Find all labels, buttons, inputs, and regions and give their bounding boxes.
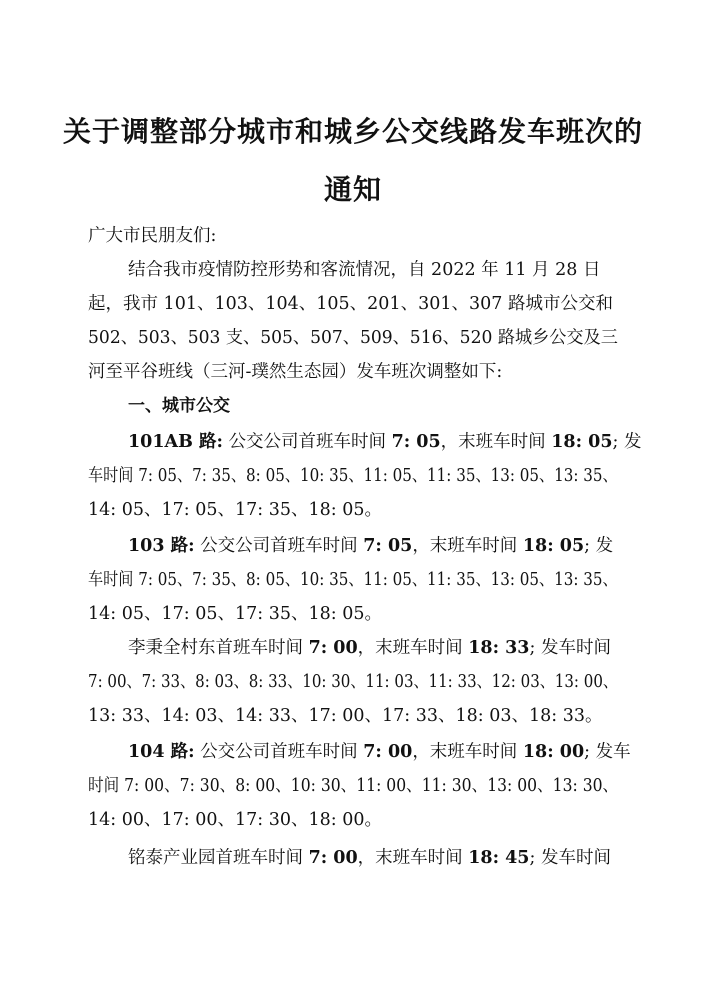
route-104-first-line — [128, 744, 658, 762]
departure-label: ; 发车时间 — [529, 848, 611, 868]
last-bus-label: ，末班车时间 — [357, 638, 469, 658]
last-bus-time: 18: 05 — [522, 536, 585, 556]
departure-label: ; 发 — [584, 536, 614, 556]
last-bus-time: 18: 45 — [468, 848, 530, 868]
route-name: 101AB 路: — [128, 432, 223, 452]
route-name: 104 路: — [128, 742, 195, 762]
departure-label: ; 发 — [612, 432, 642, 452]
last-bus-time: 18: 05 — [551, 432, 613, 452]
first-bus-label: 李秉全村东首班车时间 — [128, 638, 309, 658]
last-bus-label: ，末班车时间 — [440, 432, 552, 452]
route-name: 103 路: — [128, 536, 195, 556]
intro-line-4: 河至平谷班线（三河-璞然生态园）发车班次调整如下: — [88, 362, 503, 382]
first-bus-label: 公交公司首班车时间 — [222, 432, 392, 452]
first-bus-time: 7: 00 — [308, 638, 358, 658]
route-101ab-times-line-2: 14: 05、17: 05、17: 35、18: 05。 — [88, 500, 382, 520]
route-103-libingquan-times-line-2: 13: 33、14: 03、14: 33、17: 00、17: 33、18: 03、18: 33。 — [88, 706, 603, 726]
document-title-line-2: 通知 — [323, 173, 382, 206]
route-104-times-line-1: 时间 7: 00、7: 30、8: 00、10: 30、11: 00、11: 30、13: 00、13: 30、 — [88, 776, 619, 796]
route-103-times-line-2: 14: 05、17: 05、17: 35、18: 05。 — [88, 604, 382, 624]
departure-label: ; 发车时间 — [529, 638, 611, 658]
route-103-times-line-1: 车时间 7: 05、7: 35、8: 05、10: 35、11: 05、11: 35、13: 05、13: 35、 — [88, 570, 618, 590]
last-bus-time: 18: 00 — [522, 742, 585, 762]
last-bus-label: ，末班车时间 — [357, 848, 469, 868]
route-101ab-times-line-1: 车时间 7: 05、7: 35、8: 05、10: 35、11: 05、11: 35、13: 05、13: 35、 — [88, 466, 618, 486]
last-bus-time: 18: 33 — [468, 638, 530, 658]
intro-line-1: 结合我市疫情防控形势和客流情况，自 2022 年 11 月 28 日 — [128, 260, 601, 280]
intro-line-3: 502、503、503 支、505、507、509、516、520 路城乡公交及三 — [88, 328, 618, 348]
first-bus-time: 7: 05 — [391, 432, 441, 452]
first-bus-label: 公交公司首班车时间 — [194, 536, 364, 556]
section-heading-city-bus: 一、城市公交 — [128, 396, 230, 416]
first-bus-time: 7: 00 — [308, 848, 358, 868]
route-104-times-line-2: 14: 00、17: 00、17: 30、18: 00。 — [88, 810, 382, 830]
last-bus-label: ，末班车时间 — [412, 742, 523, 762]
greeting: 广大市民朋友们: — [88, 226, 217, 246]
document-title-line-1: 关于调整部分城市和城乡公交线路发车班次的 — [62, 115, 643, 148]
first-bus-label: 公交公司首班车时间 — [194, 742, 364, 762]
last-bus-label: ，末班车时间 — [412, 536, 523, 556]
intro-line-2: 起，我市 101、103、104、105、201、301、307 路城市公交和 — [88, 294, 613, 314]
first-bus-time: 7: 00 — [363, 742, 413, 762]
departure-label: ; 发车 — [584, 742, 631, 762]
route-104-mingtai-first-line — [128, 850, 658, 868]
route-101ab-first-line — [128, 434, 658, 452]
first-bus-time: 7: 05 — [363, 536, 413, 556]
route-103-libingquan-first-line — [128, 640, 658, 658]
first-bus-label: 铭泰产业园首班车时间 — [128, 848, 309, 868]
route-103-libingquan-times-line-1: 7: 00、7: 33、8: 03、8: 33、10: 30、11: 03、11: 33、12: 03、13: 00、 — [88, 672, 618, 692]
route-103-first-line — [128, 538, 658, 556]
